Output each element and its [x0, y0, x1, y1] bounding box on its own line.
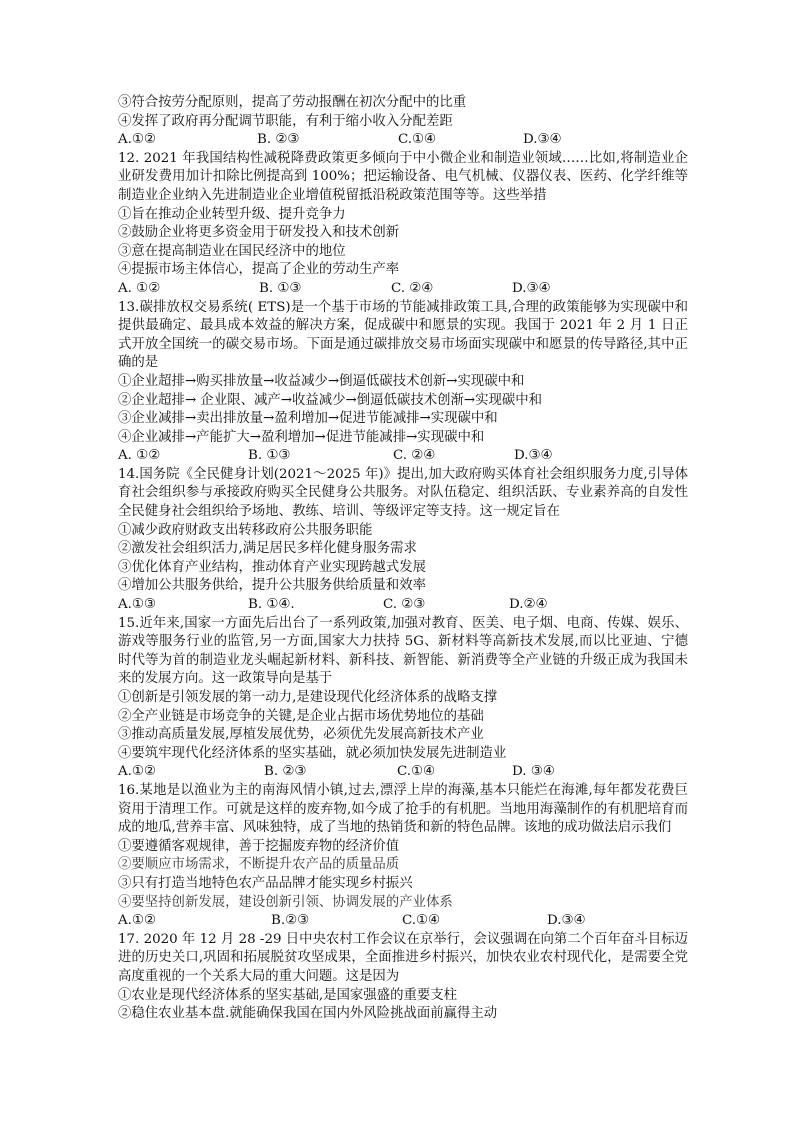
answer-options [118, 912, 688, 931]
statement-1: ①企业超排→购买排放量→收益减少→倒逼低碳技术创新→实现碳中和 [118, 373, 525, 389]
statement-1: ①减少政府财政支出转移政府公共服务职能 [118, 522, 373, 538]
statement-2: ②全产业链是市场竞争的关键,是企业占据市场优势地位的基础 [118, 708, 484, 724]
statement-1: ①旨在推动企业转型升级、提升竞争力 [118, 206, 346, 222]
option-c: C. ②④ [391, 280, 434, 296]
option-a: A. ①② [118, 448, 161, 464]
option-c: C.①④ [398, 132, 437, 148]
option-b: B. ①③ [248, 448, 291, 464]
statement-3: ③符合按劳分配原则，提高了劳动报酬在初次分配中的比重 [118, 95, 467, 110]
option-d: D.②④ [509, 597, 548, 613]
option-a: A.①② [118, 132, 156, 148]
statement-3: ③优化体育产业结构，推动体育产业实现跨越式发展 [118, 559, 426, 575]
answer-options [118, 280, 688, 299]
statement-4: ④要坚持创新发展，建设创新引领、协调发展的产业体系 [118, 894, 453, 910]
question-stem: 15.近年来,国家一方面先后出台了一系列政策,加强对教育、医美、电子烟、电商、传媒、娱乐、游戏等服务行业的监管,另一方面,国家大力扶持 5G、新材料等高新技术发展,而以比亚迪、宁德时代等为首的制造业龙头崛起新材料、新科技、新智能、新消费等全产业链的升级正成为我国未来的发展方向。这一政策导向是基于 [118, 615, 688, 687]
statement-4: ④增加公共服务供给，提升公共服务供给质量和效率 [118, 578, 426, 594]
question-12 [118, 150, 688, 299]
question-15 [118, 615, 688, 782]
statement-1: ①要遵循客观规律，善于挖掘废弃物的经济价值 [118, 838, 400, 854]
question-11-tail [118, 94, 688, 150]
option-d: D.③④ [512, 280, 551, 296]
question-stem: 17. 2020 年 12 月 28 -29 日中央农村工作会议在京举行，会议强调在向第二个百年奋斗目标迈进的历史关口,巩固和拓展脱贫攻坚成果，全面推进乡村振兴，加快农业农村现代化，是需要全党高度重视的一个关系大局的重大问题。这是因为 [118, 931, 688, 984]
statement-4: ④提振市场主体信心，提高了企业的劳动生产率 [118, 262, 400, 278]
statement-1: ①创新是引领发展的第一动力,是建设现代化经济体系的战略支撑 [118, 690, 498, 705]
option-a: A. ①② [118, 280, 161, 296]
option-d: D.③④ [547, 913, 586, 929]
statement-4: ④发挥了政府再分配调节职能，有利于缩小收入分配差距 [118, 113, 453, 129]
question-stem: 16.某地是以渔业为主的南海风情小镇,过去,漂浮上岸的海藻,基本只能烂在海滩,每年都发花费巨资用于清理工作。可就是这样的废弃物,如今成了抢手的有机肥。当地用海藻制作的有机肥培育而成的地瓜,营养丰富、风味独特，成了当地的热销货和新的特色品牌。该地的成功做法启示我们 [118, 782, 688, 836]
option-c: C.①④ [402, 913, 441, 929]
option-a: A.①② [118, 913, 156, 929]
question-17 [118, 931, 688, 1024]
option-d: D. ③④ [512, 764, 555, 780]
statement-3: ③企业减排→卖出排放量→盈利增加→促进节能减排→实现碳中和 [118, 411, 498, 427]
statement-2: ②要顺应市场需求，不断提升农产品的质量品质 [118, 857, 400, 873]
statement-3: ③只有打造当地特色农产品品牌才能实现乡村振兴 [118, 875, 413, 891]
answer-options [118, 763, 688, 782]
answer-options [118, 596, 688, 615]
question-stem: 13.碳排放权交易系统( ETS)是一个基于市场的节能减排政策工具,合理的政策能够为实现碳中和提供最确定、最具成本效益的解决方案，促成碳中和愿景的实现。我国于 2021 年 2 月 1 日正式开放全国统一的碳交易市场。下面是通过碳排放交易市场面实现碳中和愿景的传导路径,其中正确的是 [118, 299, 688, 371]
option-b: B. ②③ [257, 132, 300, 148]
option-a: A.①② [118, 764, 156, 780]
statement-3: ③推动高质量发展,厚植发展优势，必须优先发展高新技术产业 [118, 727, 484, 743]
question-14 [118, 466, 688, 615]
question-stem: 14.国务院《全民健身计划(2021～2025 年)》提出,加大政府购买体育社会组织服务力度,引导体育社会组织参与承接政府购买全民健身公共服务。对队伍稳定、组织活跃、专业素养高的自发性全民健身社会组织给予场地、教练、培训、等级评定等支持。这一规定旨在 [118, 466, 688, 520]
statement-2: ②鼓励企业将更多资金用于研发投入和技术创新 [118, 225, 400, 241]
option-a: A.①③ [118, 597, 156, 613]
statement-2: ②稳住农业基本盘.就能确保我国在国内外风险挑战面前赢得主动 [118, 1006, 498, 1022]
option-d: D.③④ [523, 132, 562, 148]
statement-4: ④企业减排→产能扩大→盈利增加→促进节能减排→实现碳中和 [118, 429, 485, 445]
option-b: B. ①③ [259, 280, 302, 296]
option-b: B.②③ [271, 913, 310, 929]
answer-options [118, 131, 688, 150]
statement-3: ③意在提高制造业在国民经济中的地位 [118, 243, 346, 259]
option-c: C. ②④ [393, 448, 436, 464]
option-b: B. ①④. [248, 597, 295, 613]
question-13 [118, 299, 688, 466]
question-stem: 12. 2021 年我国结构性减税降费政策更多倾向于中小微企业和制造业领域……比如,将制造业企业研发费用加计扣除比例提高到 100%；把运输设备、电气机械、仪器仪表、医药、化学纤维等制造业企业纳入先进制造业企业增值税留抵沿税政策范围等等。这些举措 [118, 150, 688, 203]
answer-options [118, 447, 688, 466]
option-c: C. ②③ [383, 597, 426, 613]
statement-1: ①农业是现代经济体系的坚实基础,是国家强盛的重要支柱 [118, 987, 458, 1003]
option-b: B. ②③ [264, 764, 307, 780]
statement-4: ④要筑牢现代化经济体系的坚实基础，就必须加快发展先进制造业 [118, 745, 507, 761]
exam-page [118, 94, 688, 1024]
option-d: D.③④ [514, 448, 553, 464]
statement-2: ②企业超排→ 企业限、减产→收益减少→倒逼低碳技术创渐→实现碳中和 [118, 392, 543, 408]
option-c: C.①④ [397, 764, 436, 780]
question-16 [118, 782, 688, 931]
statement-2: ②激发社会组织活力,满足居民多样化健身服务需求 [118, 541, 417, 557]
